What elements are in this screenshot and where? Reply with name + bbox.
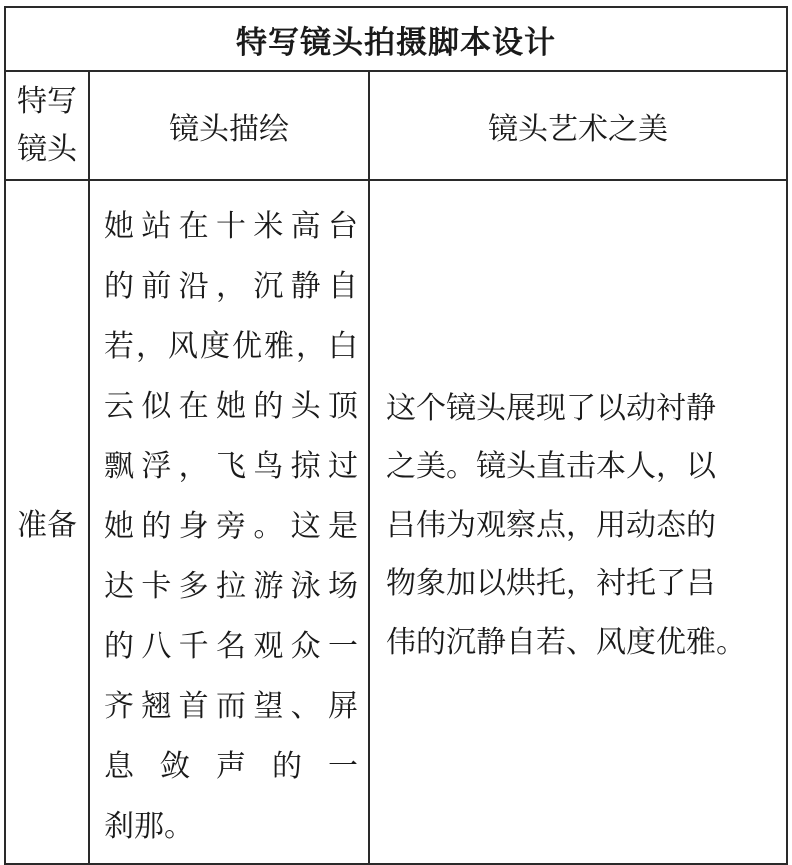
table-row: [5, 180, 787, 864]
description-line: 她站在十米高台: [104, 209, 358, 244]
shot-name-cell: 准备: [5, 180, 89, 864]
header-shot-artistic-beauty: 镜头艺术之美: [369, 71, 787, 180]
description-line: 刹那。: [104, 809, 194, 844]
description-line: 她的身旁。这是: [104, 509, 358, 544]
table-title: 特写镜头拍摄脚本设计: [5, 7, 787, 71]
description-line: 的八千名观众一: [104, 629, 358, 664]
header-shot-description: 镜头描绘: [89, 71, 369, 180]
shooting-script-table: [4, 6, 788, 865]
description-line: 云似在她的头顶: [104, 389, 358, 424]
description-line: 飘浮，飞鸟掠过: [104, 449, 358, 484]
title-row: [5, 7, 787, 71]
header-row: [5, 71, 787, 180]
header-closeup-line-2: 镜头: [17, 131, 77, 167]
beauty-line: 吕伟为观察点，用动态的: [386, 507, 716, 543]
header-closeup-line-1: 特写: [17, 83, 77, 119]
beauty-line: 物象加以烘托，衬托了吕: [386, 566, 716, 602]
shot-beauty-cell: [369, 180, 787, 864]
description-line: 达卡多拉游泳场: [104, 569, 358, 604]
description-line: 若，风度优雅，白: [104, 329, 358, 364]
beauty-line: 之美。镜头直击本人，以: [386, 449, 716, 485]
shot-description-cell: [89, 180, 369, 864]
header-closeup-shot: [5, 71, 89, 180]
beauty-line: 伟的沉静自若、风度优雅。: [386, 624, 746, 660]
beauty-line: 这个镜头展现了以动衬静: [386, 390, 716, 426]
description-line: 的前沿，沉静自: [104, 269, 358, 304]
description-line: 齐翘首而望、屏: [104, 689, 358, 724]
description-line: 息敛声的一: [104, 749, 358, 784]
